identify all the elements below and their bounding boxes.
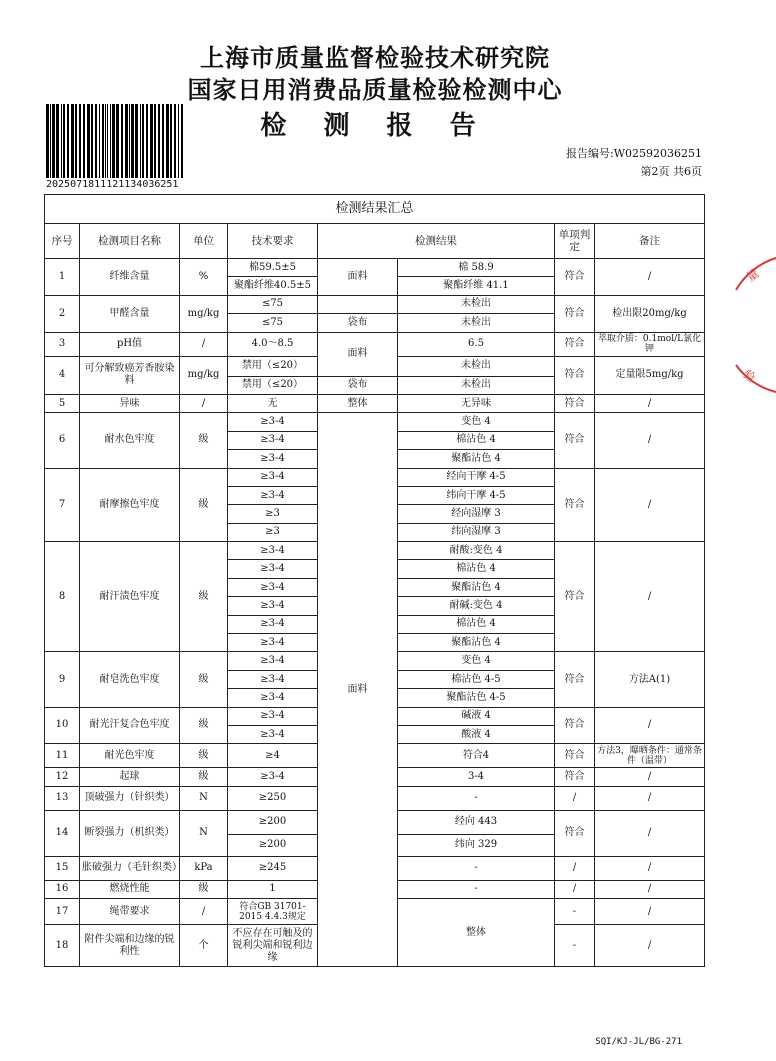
row-number: 6	[45, 413, 80, 468]
result: 未检出	[398, 295, 555, 313]
barcode-bar	[75, 104, 77, 178]
row-number: 16	[45, 880, 80, 898]
barcode-bar	[131, 104, 134, 178]
unit: %	[180, 259, 228, 296]
table-row	[45, 259, 705, 277]
barcode-bar	[83, 104, 85, 178]
requirement: ≥3-4	[228, 486, 318, 504]
remark: /	[595, 880, 705, 898]
result: 聚酯沾色 4-5	[398, 689, 555, 707]
barcode-bar	[178, 104, 179, 178]
row-number: 15	[45, 856, 80, 880]
test-item-name: pH值	[80, 332, 180, 356]
barcode-bar	[67, 104, 69, 178]
requirement: ≥3-4	[228, 615, 318, 633]
barcode-bar	[71, 104, 74, 178]
row-number: 18	[45, 925, 80, 967]
remark: /	[595, 768, 705, 786]
test-item-name: 附件尖端和边缘的锐利性	[80, 925, 180, 967]
requirement: ≥3-4	[228, 707, 318, 725]
test-item-name: 断裂强力（机织类）	[80, 810, 180, 856]
result: 经向干摩 4-5	[398, 468, 555, 486]
unit: /	[180, 394, 228, 412]
unit: 级	[180, 468, 228, 542]
barcode-bar	[112, 104, 115, 178]
test-item-name: 燃烧性能	[80, 880, 180, 898]
row-number: 11	[45, 744, 80, 768]
svg-text:量: 量	[743, 266, 762, 285]
unit: /	[180, 332, 228, 356]
judgement: 符合	[555, 394, 595, 412]
row-number: 1	[45, 259, 80, 296]
result: 纬向 329	[398, 834, 555, 856]
barcode-bar	[158, 104, 160, 178]
requirement: 棉59.5±5	[228, 259, 318, 277]
judgement: 符合	[555, 810, 595, 856]
barcode-bar	[87, 104, 90, 178]
barcode-bar	[99, 104, 100, 178]
row-number: 13	[45, 786, 80, 810]
result: 未检出	[398, 376, 555, 394]
unit: mg/kg	[180, 295, 228, 332]
remark: 检出限20mg/kg	[595, 295, 705, 332]
barcode-bar	[61, 104, 62, 178]
barcode-bar	[170, 104, 172, 178]
barcode-bar	[150, 104, 153, 178]
requirement: ≥245	[228, 856, 318, 880]
result: -	[555, 899, 595, 925]
report-title: 检 测 报 告	[260, 111, 490, 141]
barcode-bar	[56, 104, 59, 178]
result: 6.5	[398, 332, 555, 356]
remark: /	[595, 259, 705, 296]
col-header-unit: 单位	[180, 224, 228, 259]
test-item-name: 可分解致癌芳香胺染料	[80, 356, 180, 394]
barcode-bar	[91, 104, 93, 178]
requirement: ≥3-4	[228, 542, 318, 560]
row-number: 10	[45, 707, 80, 744]
result: 棉沾色 4-5	[398, 670, 555, 688]
unit: 级	[180, 707, 228, 744]
test-item-name: 耐汗渍色牢度	[80, 542, 180, 652]
barcode-bar	[142, 104, 144, 178]
row-number: 4	[45, 356, 80, 394]
judgement: 符合	[555, 707, 595, 744]
result: 棉 58.9	[398, 259, 555, 277]
remark: /	[595, 394, 705, 412]
row-number: 5	[45, 394, 80, 412]
requirement: ≤75	[228, 314, 318, 332]
page-info: 第2页 共6页	[640, 165, 702, 178]
sample-location: 面料	[318, 413, 398, 967]
barcode-bar	[140, 104, 141, 178]
result: 耐碱:变色 4	[398, 597, 555, 615]
judgement: /	[595, 899, 705, 925]
table-caption: 检测结果汇总	[45, 195, 705, 224]
unit: 级	[180, 744, 228, 768]
barcode-bar	[79, 104, 81, 178]
requirement: ≥250	[228, 786, 318, 810]
result: 未检出	[398, 356, 555, 376]
remark: /	[595, 542, 705, 652]
barcode-bar	[107, 104, 108, 178]
col-header-requirement: 技术要求	[228, 224, 318, 259]
unit: 级	[180, 542, 228, 652]
judgement: 符合	[555, 468, 595, 542]
official-stamp-seal	[716, 250, 776, 400]
barcode-bar	[52, 104, 55, 178]
requirement: ≥3	[228, 523, 318, 541]
col-header-item: 检测项目名称	[80, 224, 180, 259]
institute-name: 上海市质量监督检验技术研究院	[200, 43, 550, 72]
unit: 个	[180, 925, 228, 967]
test-item-name: 顶破强力（针织类）	[80, 786, 180, 810]
remark: /	[595, 856, 705, 880]
barcode-bar	[116, 104, 119, 178]
result: -	[555, 925, 595, 967]
remark: /	[595, 413, 705, 468]
col-header-no: 序号	[45, 224, 80, 259]
barcode-image	[46, 104, 184, 178]
barcode-bar	[63, 104, 65, 178]
remark: /	[595, 707, 705, 744]
barcode-bar	[125, 104, 128, 178]
table-row	[45, 295, 705, 313]
unit: 级	[180, 413, 228, 468]
barcode-bar	[162, 104, 164, 178]
barcode-bar	[105, 104, 106, 178]
barcode-bar	[181, 104, 183, 178]
row-number: 3	[45, 332, 80, 356]
result: 聚酯沾色 4	[398, 450, 555, 468]
test-item-name: 胀破强力（毛针织类）	[80, 856, 180, 880]
barcode-bar	[95, 104, 97, 178]
center-name: 国家日用消费品质量检验检测中心	[187, 75, 563, 104]
judgement: 符合	[555, 356, 595, 394]
result: 棉沾色 4	[398, 431, 555, 449]
sample-location: 面料	[318, 332, 398, 376]
requirement: ≥3-4	[228, 725, 318, 743]
test-item-name: 纤维含量	[80, 259, 180, 296]
table-row	[45, 413, 705, 431]
remark: 方法3，曝晒条件：通常条件（温带）	[595, 744, 705, 768]
requirement: ≥4	[228, 744, 318, 768]
unit: kPa	[180, 856, 228, 880]
requirement: ≥3-4	[228, 597, 318, 615]
result: 经向 443	[398, 810, 555, 834]
remark: 方法A(1)	[595, 652, 705, 707]
unit: 级	[180, 652, 228, 707]
remark: /	[595, 786, 705, 810]
judgement: 符合	[555, 744, 595, 768]
row-number: 8	[45, 542, 80, 652]
barcode-bar	[166, 104, 169, 178]
judgement: 符合	[555, 652, 595, 707]
requirement: ≥200	[228, 810, 318, 834]
judgement: /	[555, 856, 595, 880]
remark: 萃取介质：0.1mol/L氯化钾	[595, 332, 705, 356]
col-header-result: 检测结果	[318, 224, 555, 259]
result: 聚酯纤维 41.1	[398, 277, 555, 295]
barcode-bar	[46, 104, 49, 178]
result: 棉沾色 4	[398, 560, 555, 578]
remark: 定量限5mg/kg	[595, 356, 705, 394]
judgement: 符合	[555, 259, 595, 296]
sample-location: 面料	[318, 259, 398, 296]
test-item-name: 绳带要求	[80, 899, 180, 925]
judgement: 符合	[555, 413, 595, 468]
col-header-judgement: 单项判定	[555, 224, 595, 259]
requirement: ≥3-4	[228, 768, 318, 786]
barcode-bar	[146, 104, 148, 178]
unit: N	[180, 810, 228, 856]
requirement: 禁用（≤20）	[228, 376, 318, 394]
requirement: 1	[228, 880, 318, 898]
judgement: 符合	[555, 332, 595, 356]
report-number: 报告编号:W02592036251	[566, 147, 702, 160]
unit: N	[180, 786, 228, 810]
sample-location	[318, 295, 398, 313]
test-item-name: 耐光汗复合色牢度	[80, 707, 180, 744]
sample-location: 袋布	[318, 314, 398, 332]
row-number: 12	[45, 768, 80, 786]
sample-location: 袋布	[318, 376, 398, 394]
requirement: ≥200	[228, 834, 318, 856]
result: 经向湿摩 3	[398, 505, 555, 523]
remark: /	[595, 468, 705, 542]
requirement: ≥3	[228, 505, 318, 523]
form-code: SQI/KJ-JL/BG-271	[595, 1037, 682, 1047]
requirement: 4.0～8.5	[228, 332, 318, 356]
result: -	[398, 880, 555, 898]
table-row	[45, 394, 705, 412]
result: 碱液 4	[398, 707, 555, 725]
barcode-bar	[135, 104, 138, 178]
judgement: /	[595, 925, 705, 967]
requirement: ≥3-4	[228, 450, 318, 468]
unit: mg/kg	[180, 356, 228, 394]
judgement: 符合	[555, 542, 595, 652]
requirement: 无	[228, 394, 318, 412]
remark: /	[595, 810, 705, 856]
result: 棉沾色 4	[398, 615, 555, 633]
barcode-bar	[50, 104, 51, 178]
barcode-number: 20250718111211340362​51	[46, 179, 179, 190]
unit: 级	[180, 880, 228, 898]
unit: /	[180, 899, 228, 925]
result: -	[398, 786, 555, 810]
barcode-bar	[154, 104, 156, 178]
barcode-bar	[121, 104, 123, 178]
judgement: 符合	[555, 295, 595, 332]
sample-location: 整体	[398, 899, 555, 967]
table-row	[45, 332, 705, 356]
result: 3-4	[398, 768, 555, 786]
judgement: /	[555, 786, 595, 810]
result: 耐酸:变色 4	[398, 542, 555, 560]
table-body	[45, 259, 705, 967]
requirement: 不应存在可触及的锐利尖端和锐利边缘	[228, 925, 318, 967]
requirement: 符合GB 31701-2015 4.4.3规定	[228, 899, 318, 925]
requirement: ≥3-4	[228, 560, 318, 578]
test-item-name: 耐摩擦色牢度	[80, 468, 180, 542]
col-header-remark: 备注	[595, 224, 705, 259]
result: 符合4	[398, 744, 555, 768]
requirement: ≥3-4	[228, 431, 318, 449]
requirement: ≥3-4	[228, 634, 318, 652]
requirement: ≤75	[228, 295, 318, 313]
row-number: 14	[45, 810, 80, 856]
table-header-row	[45, 224, 705, 259]
test-item-name: 异味	[80, 394, 180, 412]
row-number: 2	[45, 295, 80, 332]
result: 纬向干摩 4-5	[398, 486, 555, 504]
result: 无异味	[398, 394, 555, 412]
barcode-bar	[110, 104, 111, 178]
requirement: ≥3-4	[228, 670, 318, 688]
row-number: 9	[45, 652, 80, 707]
row-number: 7	[45, 468, 80, 542]
svg-text:验: 验	[740, 366, 759, 386]
judgement: /	[555, 880, 595, 898]
requirement: 聚酯纤维40.5±5	[228, 277, 318, 295]
test-item-name: 甲醛含量	[80, 295, 180, 332]
barcode-bar	[102, 104, 104, 178]
test-item-name: 耐皂洗色牢度	[80, 652, 180, 707]
result: 变色 4	[398, 652, 555, 670]
result: 酸液 4	[398, 725, 555, 743]
requirement: ≥3-4	[228, 689, 318, 707]
barcode-bar	[129, 104, 130, 178]
result: 聚酯沾色 4	[398, 578, 555, 596]
result: 变色 4	[398, 413, 555, 431]
requirement: ≥3-4	[228, 578, 318, 596]
barcode-bar	[174, 104, 176, 178]
results-summary-table	[44, 194, 705, 967]
requirement: 禁用（≤20）	[228, 356, 318, 376]
result: 未检出	[398, 314, 555, 332]
result: 聚酯沾色 4	[398, 634, 555, 652]
requirement: ≥3-4	[228, 468, 318, 486]
requirement: ≥3-4	[228, 652, 318, 670]
unit: 级	[180, 768, 228, 786]
test-item-name: 起球	[80, 768, 180, 786]
result: -	[398, 856, 555, 880]
sample-location: 整体	[318, 394, 398, 412]
judgement: 符合	[555, 768, 595, 786]
result: 纬向湿摩 3	[398, 523, 555, 541]
test-item-name: 耐光色牢度	[80, 744, 180, 768]
row-number: 17	[45, 899, 80, 925]
requirement: ≥3-4	[228, 413, 318, 431]
test-item-name: 耐水色牢度	[80, 413, 180, 468]
